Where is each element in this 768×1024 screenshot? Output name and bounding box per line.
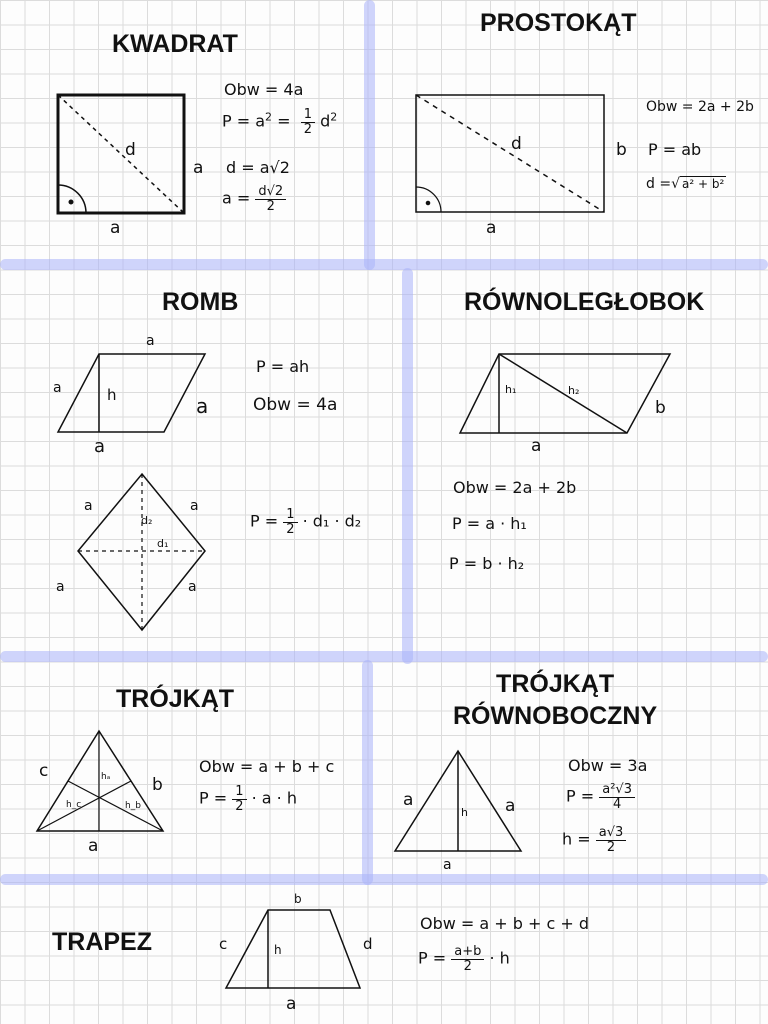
trojkat-rb-h-frac [596, 826, 627, 854]
trapez-label-d: d [363, 935, 373, 953]
kwadrat-p-num: 1 [301, 108, 315, 123]
romb-p2-num: 1 [283, 508, 297, 523]
rownoleglobok-label-a: a [531, 436, 542, 456]
rownoleglobok-title: RÓWNOLEGŁOBOK [464, 288, 705, 316]
prostokat-label-b: b [616, 140, 627, 160]
trojkat-label-c: c [39, 761, 49, 781]
prostokat-formula-obw: Obw = 2a + 2b [646, 99, 754, 115]
rownoleglobok-label-h2: h₂ [568, 384, 580, 397]
kwadrat-formula-d: d = a√2 [226, 158, 290, 177]
trapez-p-lhs: P = [418, 948, 447, 968]
romb-p2-frac [283, 508, 297, 536]
kwadrat-a-num: d√2 [255, 185, 286, 200]
kwadrat-p-lhs: P = a [222, 111, 266, 131]
trapez-shape [226, 910, 360, 988]
kwadrat-p-frac [301, 108, 315, 136]
trojkat-label-a: a [88, 836, 99, 856]
prostokat-title: PROSTOKĄT [480, 9, 637, 37]
trapez-p-num: a+b [451, 945, 484, 960]
kwadrat-title: KWADRAT [112, 30, 238, 58]
trojkat-formula-p [199, 785, 297, 813]
trapez-formula-p [418, 945, 510, 973]
trojkat-title: TRÓJKĄT [116, 685, 235, 713]
kwadrat-formula-a [222, 185, 286, 213]
prostokat-d-rad: a² + b² [682, 177, 725, 191]
romb-kite-label-d2: d₂ [141, 514, 153, 527]
trojkat-rb-title-line1: TRÓJKĄT [496, 670, 615, 698]
romb-formula-p: P = ah [256, 357, 310, 376]
romb-kite-label-d1: d₁ [157, 537, 169, 550]
kwadrat-a-den: 2 [266, 198, 275, 214]
rownoleglobok-formula-obw: Obw = 2a + 2b [453, 478, 577, 497]
romb-title: ROMB [162, 288, 239, 316]
rownoleglobok-formula-p2: P = b · h₂ [449, 554, 525, 573]
trapez-title: TRAPEZ [52, 928, 152, 956]
romb-formula-obw: Obw = 4a [253, 395, 338, 415]
trojkat-formula-obw: Obw = a + b + c [199, 757, 335, 776]
romb-kite-label-tl: a [84, 498, 93, 514]
romb-label-top: a [146, 333, 155, 349]
kwadrat-formula-obw: Obw = 4a [224, 80, 304, 99]
kwadrat-right-angle [58, 185, 86, 213]
trojkat-rb-formula-obw: Obw = 3a [568, 756, 648, 775]
trapez-label-b: b [294, 892, 302, 906]
rownoleglobok-shape [460, 354, 670, 433]
trojkat-label-hc: h_c [66, 800, 82, 810]
romb-formula-p2 [250, 508, 361, 536]
kwadrat-formula-p [222, 108, 337, 136]
trojkat-rb-title [453, 668, 657, 732]
prostokat-right-angle [416, 187, 441, 212]
trapez-formula-obw: Obw = a + b + c + d [420, 914, 590, 933]
trojkat-p-num: 1 [232, 785, 246, 800]
romb-kite-label-bl: a [56, 579, 65, 595]
trojkat-rb-label-left: a [403, 790, 414, 810]
trojkat-rb-label-right: a [505, 796, 516, 816]
prostokat-formula-p: P = ab [648, 140, 702, 159]
kwadrat-p-d: d [320, 111, 331, 131]
romb-label-h: h [107, 386, 117, 404]
kwadrat-p-d-sup: 2 [330, 110, 338, 124]
romb-label-bottom: a [94, 436, 106, 457]
trapez-label-h: h [274, 943, 282, 957]
trojkat-rb-p-lhs: P = [566, 786, 595, 806]
trojkat-rb-p-num: a²√3 [599, 783, 635, 798]
romb-parallelogram [58, 354, 205, 432]
trojkat-hc [68, 781, 163, 831]
trapez-p-rhs: · h [489, 948, 510, 968]
kwadrat-diagonal [58, 95, 184, 213]
romb-p2-rhs: · d₁ · d₂ [302, 511, 362, 531]
trapez-label-a: a [286, 994, 297, 1014]
romb-kite-label-br: a [188, 579, 197, 595]
trojkat-label-b: b [152, 775, 163, 795]
trojkat-rb-formula-p [566, 783, 635, 811]
kwadrat-p-eq: = [272, 111, 296, 131]
romb-rhombus [78, 474, 205, 630]
rownoleglobok-label-b: b [655, 398, 666, 418]
rownoleglobok-label-h1: h₁ [505, 383, 517, 396]
trapez-label-c: c [219, 935, 228, 953]
kwadrat-p-sup: 2 [265, 110, 273, 124]
kwadrat-p-den: 2 [303, 121, 312, 137]
trojkat-rb-h-lhs: h = [562, 829, 591, 849]
romb-p2-den: 2 [286, 521, 295, 537]
trojkat-rb-label-h: h [461, 806, 468, 819]
trojkat-label-hb: h_b [125, 801, 141, 811]
kwadrat-a-lhs: a = [222, 188, 251, 208]
romb-p2-lhs: P = [250, 511, 279, 531]
romb-label-left: a [53, 380, 62, 396]
prostokat-label-a: a [486, 218, 497, 238]
trojkat-triangle [37, 731, 163, 831]
kwadrat-label-d: d [125, 140, 136, 160]
trojkat-p-rhs: · a · h [251, 788, 297, 808]
trapez-p-den: 2 [463, 958, 472, 974]
prostokat-diagonal [416, 95, 604, 212]
romb-label-right: a [196, 394, 209, 418]
trojkat-p-frac [232, 785, 246, 813]
kwadrat-label-a-right: a [193, 158, 204, 178]
trojkat-p-lhs: P = [199, 788, 228, 808]
trojkat-rb-h-den: 2 [606, 839, 616, 855]
kwadrat-a-frac [255, 185, 286, 213]
rownoleglobok-h2 [499, 354, 627, 433]
trojkat-label-ha: hₐ [101, 772, 111, 782]
trapez-p-frac [451, 945, 484, 973]
trojkat-hb [37, 781, 131, 831]
kwadrat-angle-dot [70, 201, 73, 204]
trojkat-rb-h-num: a√3 [596, 826, 627, 841]
trojkat-p-den: 2 [235, 798, 244, 814]
trojkat-rb-p-frac [599, 783, 635, 811]
kwadrat-label-a-bottom: a [110, 218, 121, 238]
trojkat-rb-label-bottom: a [443, 857, 452, 873]
prostokat-formula-d [646, 176, 726, 192]
sqrt-icon: √ [671, 176, 680, 192]
prostokat-angle-dot [427, 202, 430, 205]
trojkat-rb-p-den: 4 [612, 796, 622, 812]
trojkat-rb-title-line2: RÓWNOBOCZNY [453, 702, 658, 730]
trojkat-rb-formula-h [562, 826, 626, 854]
rownoleglobok-formula-p1: P = a · h₁ [452, 514, 527, 533]
prostokat-label-d: d [511, 134, 522, 154]
prostokat-d-lhs: d = [646, 176, 672, 192]
romb-kite-label-tr: a [190, 498, 199, 514]
